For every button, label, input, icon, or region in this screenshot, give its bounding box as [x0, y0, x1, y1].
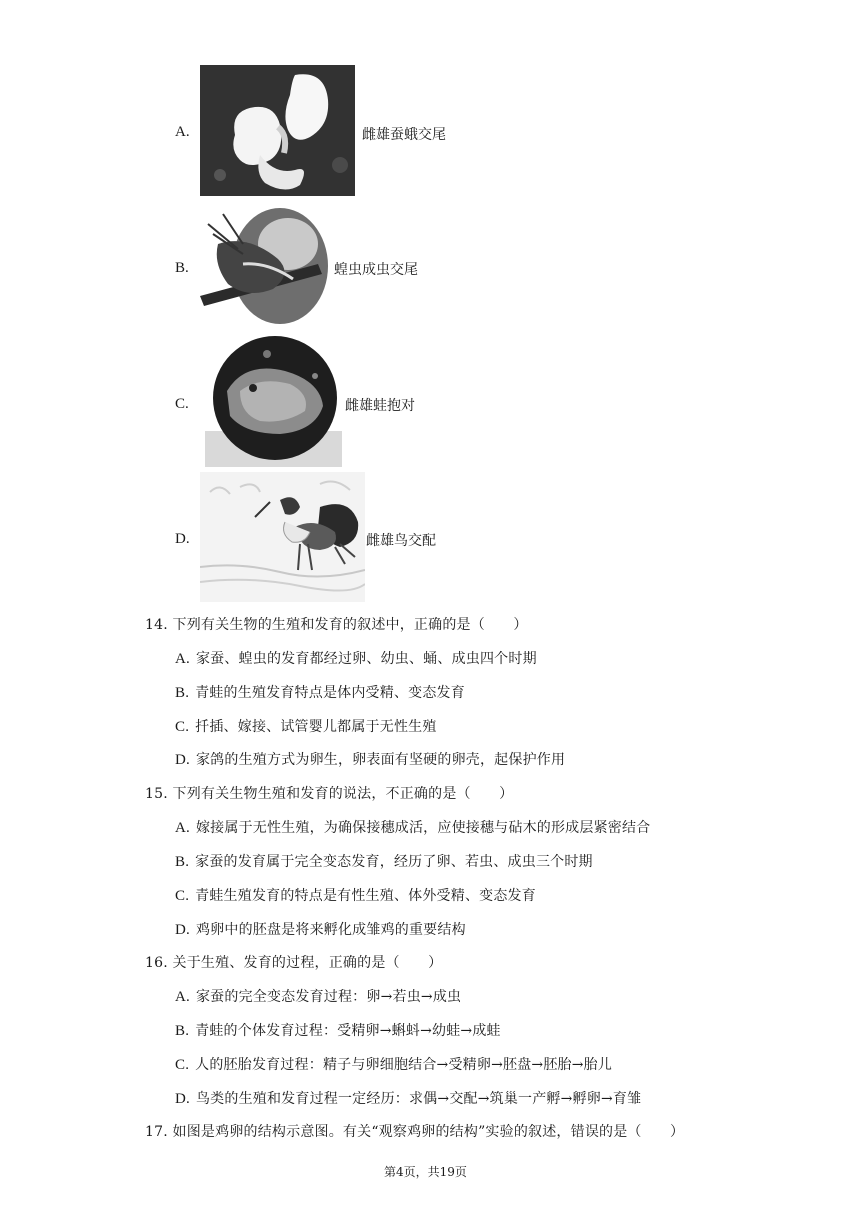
bird-photo [200, 472, 365, 602]
q14-option-c[interactable] [175, 716, 437, 736]
q16-option-b[interactable] [175, 1020, 501, 1040]
option-text: 鸟类的生殖和发育过程一定经历：求偶→交配→筑巢一产孵→孵卵→育雏 [195, 1091, 642, 1107]
option-c-caption: 雌雄蛙抱对 [345, 398, 415, 414]
q15-option-c[interactable] [175, 885, 536, 905]
q16-option-d[interactable] [175, 1088, 641, 1108]
option-key: D. [175, 922, 190, 938]
question-14-stem: 14. 下列有关生物的生殖和发育的叙述中，正确的是（ ） [145, 617, 528, 633]
q16-option-a[interactable] [175, 986, 461, 1006]
option-key: B. [175, 1023, 190, 1039]
option-b-letter: B. [175, 260, 189, 276]
option-key: B. [175, 685, 190, 701]
option-text: 青蛙的个体发育过程：受精卵→蝌蚪→幼蛙→成蛙 [195, 1023, 501, 1039]
option-text: 人的胚胎发育过程：精子与卵细胞结合→受精卵→胚盘→胚胎→胎儿 [195, 1057, 613, 1073]
option-d-caption: 雌雄鸟交配 [366, 533, 436, 549]
option-c-letter: C. [175, 396, 189, 412]
option-text: 家蚕、蝗虫的发育都经过卵、幼虫、蛹、成虫四个时期 [195, 651, 537, 667]
option-key: A. [175, 820, 190, 836]
silkmoth-photo [200, 65, 355, 196]
option-text: 鸡卵中的胚盘是将来孵化成雏鸡的重要结构 [195, 922, 466, 938]
question-15-stem: 15. 下列有关生物生殖和发育的说法，不正确的是（ ） [145, 786, 514, 802]
option-text: 家鸽的生殖方式为卵生，卵表面有坚硬的卵壳，起保护作用 [195, 752, 566, 768]
option-d-letter: D. [175, 531, 190, 547]
option-key: C. [175, 719, 190, 735]
option-a-letter: A. [175, 124, 190, 140]
option-key: C. [175, 1057, 190, 1073]
option-text: 青蛙的生殖发育特点是体内受精、变态发育 [195, 685, 465, 701]
frog-photo [205, 336, 342, 467]
question-16-stem: 16. 关于生殖、发育的过程，正确的是（ ） [145, 955, 443, 971]
option-key: A. [175, 651, 190, 667]
q14-option-a[interactable] [175, 648, 537, 668]
q14-option-d[interactable] [175, 749, 565, 769]
option-text: 嫁接属于无性生殖，为确保接穗成活，应使接穗与砧木的形成层紧密结合 [195, 820, 651, 836]
q15-option-a[interactable] [175, 817, 650, 837]
option-key: A. [175, 989, 190, 1005]
option-text: 家蚕的完全变态发育过程：卵→若虫→成虫 [195, 989, 462, 1005]
option-text: 扦插、嫁接、试管婴儿都属于无性生殖 [195, 719, 437, 735]
question-17-stem: 17. 如图是鸡卵的结构示意图。有关“观察鸡卵的结构”实验的叙述，错误的是（ ） [145, 1124, 685, 1140]
page-number: 第4页，共19页 [384, 1165, 467, 1179]
q14-option-b[interactable] [175, 682, 465, 702]
option-text: 家蚕的发育属于完全变态发育，经历了卵、若虫、成虫三个时期 [195, 854, 593, 870]
option-key: C. [175, 888, 190, 904]
option-text: 青蛙生殖发育的特点是有性生殖、体外受精、变态发育 [195, 888, 536, 904]
option-key: B. [175, 854, 190, 870]
option-key: D. [175, 1091, 190, 1107]
q16-option-c[interactable] [175, 1054, 612, 1074]
option-a-caption: 雌雄蚕蛾交尾 [362, 127, 446, 143]
option-b-caption: 蝗虫成虫交尾 [334, 262, 418, 278]
option-key: D. [175, 752, 190, 768]
q15-option-d[interactable] [175, 919, 466, 939]
q15-option-b[interactable] [175, 851, 593, 871]
locust-photo [198, 204, 330, 326]
